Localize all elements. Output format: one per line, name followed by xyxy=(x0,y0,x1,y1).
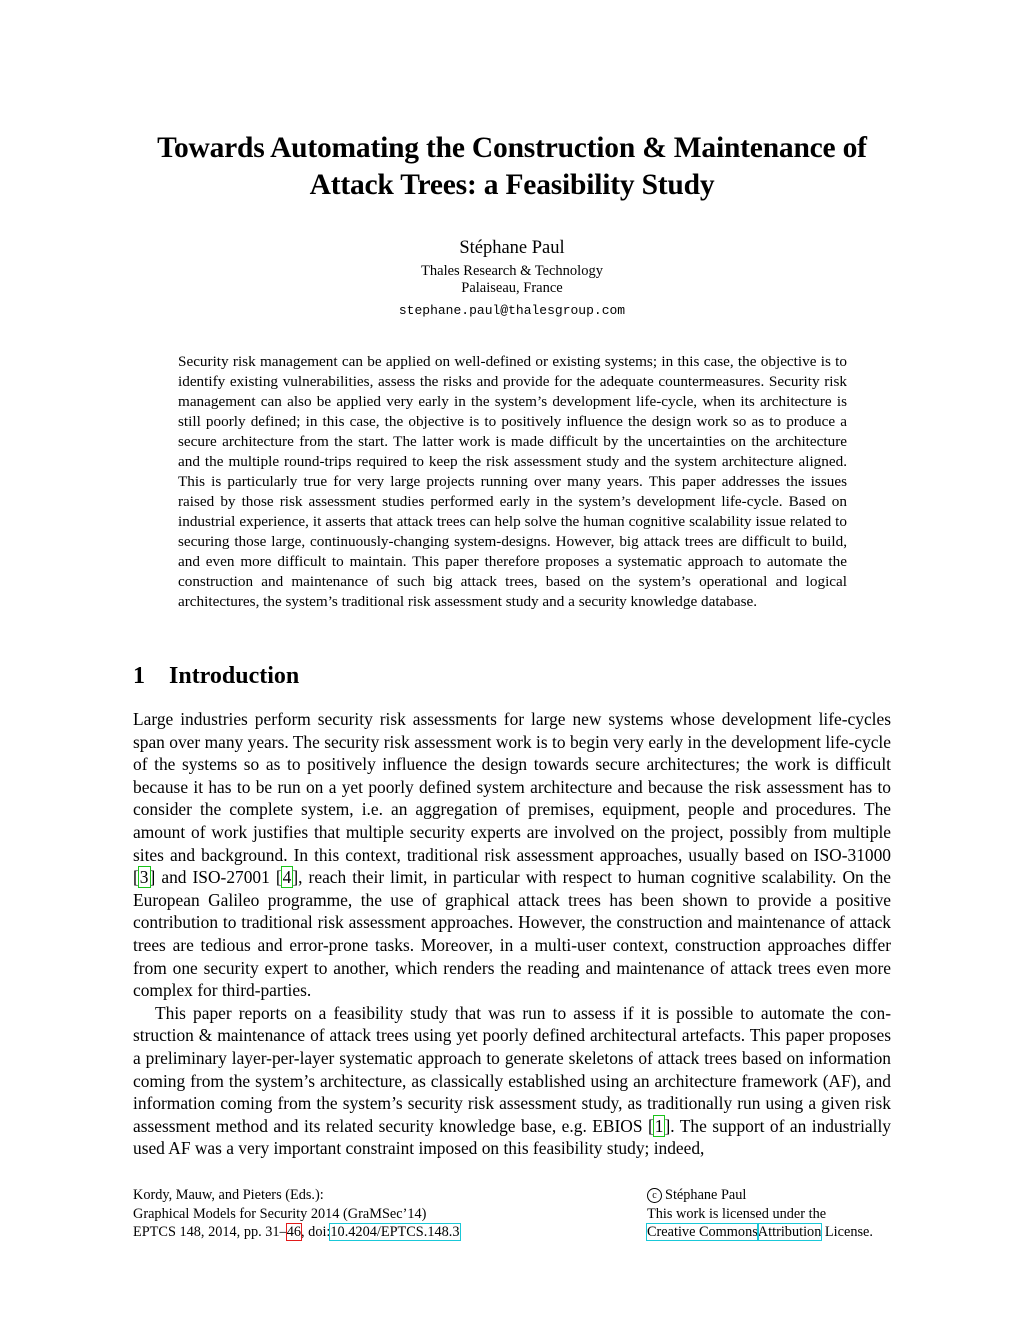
author-affiliation xyxy=(0,263,1024,297)
title-line-1: Towards Automating the Construction & Maintenance of xyxy=(157,132,867,164)
last-page-link[interactable]: 46 xyxy=(286,1224,302,1240)
footer-doi-prefix: , doi: xyxy=(301,1224,331,1240)
footer-license-line xyxy=(647,1223,873,1242)
paragraph-1 xyxy=(133,708,891,1002)
footer-editors: Kordy, Mauw, and Pieters (Eds.): xyxy=(133,1187,324,1203)
section-number: 1 xyxy=(133,663,145,689)
attribution-link[interactable]: Attribution xyxy=(757,1224,822,1240)
affiliation-line-2: Palaiseau, France xyxy=(461,280,563,296)
citation-link-1[interactable]: 1 xyxy=(654,1115,664,1136)
footer-eptcs-prefix: EPTCS 148, 2014, pp. 31– xyxy=(133,1224,287,1240)
copyright-icon: c xyxy=(647,1188,662,1203)
footer-venue: Graphical Models for Security 2014 (GraMSec’14) xyxy=(133,1205,427,1222)
paragraph-2-text-b: ]. The support of an industrially used AF was a very important constraint imposed on this feasibility study; indeed, xyxy=(133,1115,891,1159)
copyright-holder: Stéphane Paul xyxy=(665,1187,747,1203)
creative-commons-link[interactable]: Creative Commons xyxy=(647,1224,758,1240)
section-title: Introduction xyxy=(169,663,300,689)
affiliation-line-1: Thales Research & Technology xyxy=(421,263,603,279)
footer-license-text: This work is licensed under the xyxy=(647,1205,827,1222)
doi-link[interactable]: 10.4204/EPTCS.148.3 xyxy=(330,1224,460,1240)
footer-eptcs-line xyxy=(133,1223,460,1242)
footer-publication-info xyxy=(133,1186,460,1242)
author-name: Stéphane Paul xyxy=(459,238,565,258)
paragraph-2-text-a: This paper reports on a feasibility study that was run to assess if it is possible to automate the construction & maintenance of attack trees using yet poorly defined architectural artefacts. This paper proposes a preliminary layer-per-layer systematic approach to generate skeletons of attack trees based on information coming from the system’s architecture, as classically established using an architecture framework (AF), and information coming from the system’s security risk assessment study, as traditionally run using a given risk assessment method and its related security knowledge base, e.g. EBIOS [ xyxy=(133,1002,891,1136)
license-suffix: License. xyxy=(821,1224,873,1240)
paragraph-1-text-a: Large industries perform security risk assessments for large new systems whose development life-cycles span over many years. The security risk assessment work is to begin very early in the development life-cycle of the systems so as to positively influence the design towards secure architectures; the work is difficult because it has to be run on a yet poorly defined system architecture and because the risk assessment has to consider the complete system, i.e. an aggregation of premises, equipment, people and procedures. The amount of work justifies that multiple security experts are involved on the project, possibly from multiple sites and background. In this context, traditional risk assessment approaches, usually based on ISO-31000 [ xyxy=(133,709,891,888)
body-text xyxy=(133,708,891,1160)
citation-link-4[interactable]: 4 xyxy=(282,867,292,888)
abstract: Security risk management can be applied on well-defined or existing systems; in this case, the objective is to identify existing vulnerabilities, assess the risks and provide for the adequate countermeasures. Security risk management can also be applied very early in the system’s development life-cycle, when its architecture is still poorly defined; in this case, the objective is to positively influence the design work so as to produce a secure architecture from the start. The latter work is made difficult by the uncertainties on the architecture and the multiple round-trips required to keep the risk assessment study and the system architecture aligned. This is particularly true for very large projects running over many years. This paper addresses the issues raised by those risk assessment studies performed early in the system’s development life-cycle. Based on industrial experience, it asserts that attack trees can help solve the human cognitive scalability issue related to securing those large, continuously-changing system-designs. However, big attack trees are difficult to build, and even more difficult to maintain. This paper therefore proposes a systematic approach to automate the construction and maintenance of such big attack trees, based on the system’s operational and logical architectures, the system’s traditional risk assessment study and a security knowledge database. xyxy=(178,353,847,610)
citation-link-3[interactable]: 3 xyxy=(139,867,149,888)
footer-license-info xyxy=(647,1186,873,1242)
paper-title xyxy=(100,130,924,204)
paragraph-1-text-b: ] and ISO-27001 [ xyxy=(149,867,282,888)
author-email: stephane.paul@thalesgroup.com xyxy=(398,303,626,318)
title-line-2: Attack Trees: a Feasibility Study xyxy=(309,169,715,201)
paragraph-2 xyxy=(133,1002,891,1160)
section-heading xyxy=(133,661,299,691)
footer-copyright xyxy=(647,1186,873,1205)
paragraph-1-text-c: ], reach their limit, in particular with respect to human cognitive scalability. On the European Galileo programme, the use of graphical attack trees has been shown to provide a positive contribution to traditional risk assessment approaches. However, the construction and maintenance of attack trees are tedious and error-prone tasks. Moreover, in a multi-user context, construction approaches differ from one security expert to another, which renders the reading and maintenance of attack trees even more complex for third-parties. xyxy=(133,867,891,1001)
